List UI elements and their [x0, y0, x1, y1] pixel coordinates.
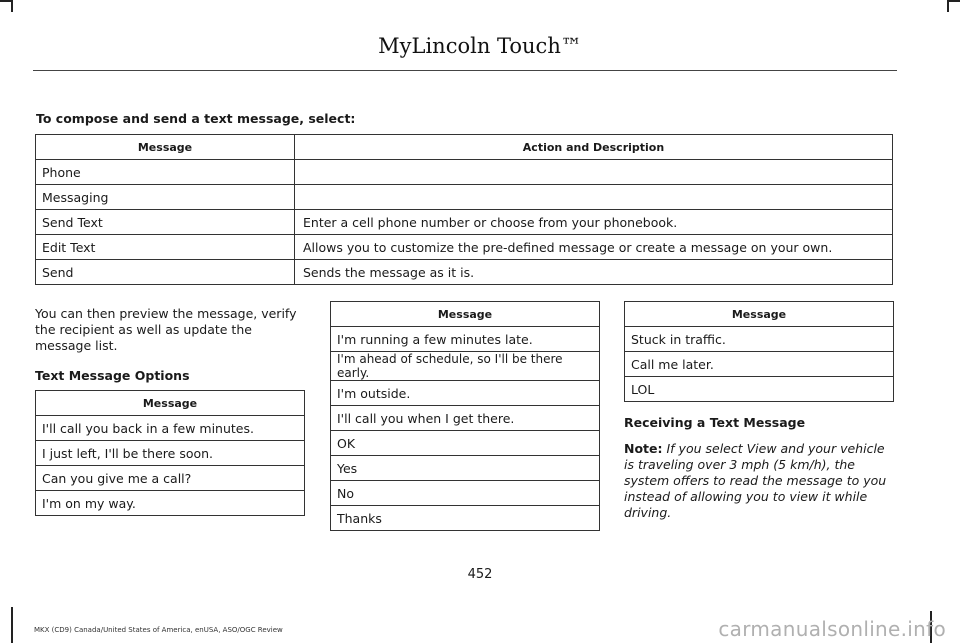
table-header-row [36, 391, 305, 416]
compose-message-table [35, 134, 893, 285]
column-header: Action and Description [295, 135, 893, 160]
table-row [331, 506, 600, 531]
table-cell: I just left, I'll be there soon. [36, 441, 305, 466]
message-options-table [330, 301, 600, 531]
crop-mark [11, 0, 13, 12]
table-cell: Call me later. [625, 352, 894, 377]
table-cell: LOL [625, 377, 894, 402]
table-cell: Allows you to customize the pre-defined message or create a message on your own. [295, 235, 893, 260]
column-header: Message [331, 302, 600, 327]
message-options-table [624, 301, 894, 402]
page-title: MyLincoln Touch™ [378, 34, 582, 58]
table-row [36, 160, 893, 185]
table-row [331, 352, 600, 381]
table-cell: I'll call you when I get there. [331, 406, 600, 431]
page-number: 452 [467, 567, 493, 582]
table-cell: Messaging [36, 185, 295, 210]
table-cell: No [331, 481, 600, 506]
table-header-row [625, 302, 894, 327]
preview-paragraph: You can then preview the message, verify the recipient as well as update the message list. [35, 306, 297, 353]
table-cell: Phone [36, 160, 295, 185]
column-right-text [624, 415, 894, 531]
table-row [331, 327, 600, 352]
table-row [331, 381, 600, 406]
watermark: carmanualsonline.info [718, 617, 946, 641]
crop-mark [11, 607, 13, 643]
table-row [36, 235, 893, 260]
table-cell: I'm running a few minutes late. [331, 327, 600, 352]
table-row [625, 352, 894, 377]
table-cell: Can you give me a call? [36, 466, 305, 491]
table-cell: OK [331, 431, 600, 456]
footer-text: MKX (CD9) Canada/United States of America, enUSA, ASO/OGC Review [34, 626, 283, 634]
column-header: Message [36, 135, 295, 160]
table-row [36, 441, 305, 466]
section-title: Text Message Options [35, 368, 190, 383]
table-cell: Stuck in traffic. [625, 327, 894, 352]
table-header-row [331, 302, 600, 327]
intro-text: To compose and send a text message, select: [36, 111, 356, 126]
table-row [625, 377, 894, 402]
table-row [36, 416, 305, 441]
note-text: If you select View and your vehicle is traveling over 3 mph (5 km/h), the system offers to read the message to you instead of allowing you to view it while driving. [624, 441, 887, 520]
table-row [36, 491, 305, 516]
note-paragraph [624, 441, 894, 521]
crop-mark [947, 0, 949, 12]
table-row [36, 260, 893, 285]
table-cell: I'll call you back in a few minutes. [36, 416, 305, 441]
table-cell: I'm on my way. [36, 491, 305, 516]
section-title: Receiving a Text Message [624, 415, 806, 430]
table-cell: Send [36, 260, 295, 285]
table-row [331, 406, 600, 431]
table-cell: Sends the message as it is. [295, 260, 893, 285]
table-cell: I'm ahead of schedule, so I'll be there early. [331, 352, 600, 381]
column-left-text [35, 306, 305, 398]
table-cell: Send Text [36, 210, 295, 235]
table-cell [295, 160, 893, 185]
table-row [331, 431, 600, 456]
column-header: Message [36, 391, 305, 416]
table-header-row [36, 135, 893, 160]
table-cell: I'm outside. [331, 381, 600, 406]
note-label: Note: [624, 441, 663, 456]
table-cell: Thanks [331, 506, 600, 531]
table-row [36, 210, 893, 235]
header-divider [33, 70, 897, 71]
column-header: Message [625, 302, 894, 327]
table-cell: Enter a cell phone number or choose from your phonebook. [295, 210, 893, 235]
table-cell: Yes [331, 456, 600, 481]
message-options-table [35, 390, 305, 516]
table-cell: Edit Text [36, 235, 295, 260]
table-row [36, 185, 893, 210]
table-row [625, 327, 894, 352]
table-cell [295, 185, 893, 210]
table-row [331, 456, 600, 481]
table-row [36, 466, 305, 491]
table-row [331, 481, 600, 506]
